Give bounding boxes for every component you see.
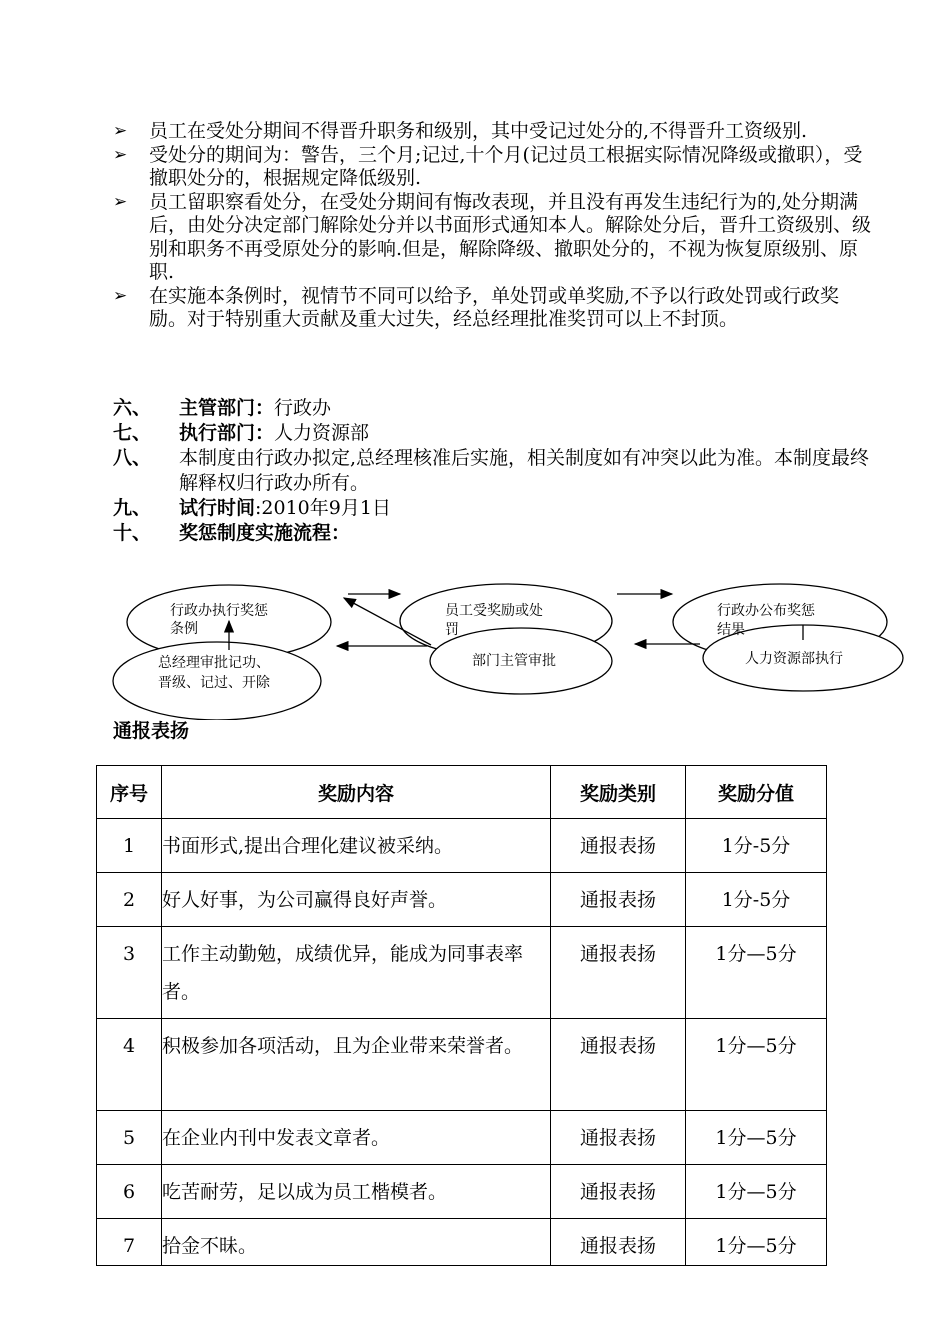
bullet-item: ➢ 员工在受处分期间不得晋升职务和级别，其中受记过处分的,不得晋升工资级别. xyxy=(113,120,808,142)
arrow-bullet-icon: ➢ xyxy=(113,191,128,212)
arrow-bullet-icon: ➢ xyxy=(113,121,128,141)
flow-label: 行政办公布奖惩 xyxy=(717,603,815,619)
bullet-item: ➢ 受处分的期间为：警告，三个月;记过,十个月(记过员工根据实际情况降级或撤职），受撤职处分的，根据规定降低级别. xyxy=(113,143,863,189)
bullet-item: ➢ 员工留职察看处分，在受处分期间有悔改表现，并且没有再发生违纪行为的,处分期满后，由处分决定部门解除处分并以书面形式通知本人。解除处分后，晋升工资级别、级别和职务不再受原处分的影响.但是，解除降级、撤职处分的，不视为恢复原级别、原职. xyxy=(113,190,872,283)
table-row: 1 书面形式,提出合理化建议被采纳。 通报表扬 1分-5分 xyxy=(97,819,827,873)
table-row: 6 吃苦耐劳，足以成为员工楷模者。 通报表扬 1分—5分 xyxy=(97,1165,827,1219)
arrow-bullet-icon: ➢ xyxy=(113,285,128,306)
flow-label: 结果 xyxy=(717,622,745,638)
header-content: 奖励内容 xyxy=(162,766,551,819)
flow-label: 条例 xyxy=(170,621,198,637)
flowchart-svg xyxy=(100,570,920,720)
flow-label: 晋级、记过、开除 xyxy=(158,675,270,691)
section-7: 七、 执行部门：人力资源部 xyxy=(113,422,370,444)
table-row: 7 拾金不昧。 通报表扬 1分—5分 xyxy=(97,1219,827,1266)
header-value: 奖励分值 xyxy=(686,766,827,819)
table-row: 3 工作主动勤勉，成绩优异，能成为同事表率者。 通报表扬 1分—5分 xyxy=(97,927,827,1019)
header-no: 序号 xyxy=(97,766,162,819)
table-row: 5 在企业内刊中发表文章者。 通报表扬 1分—5分 xyxy=(97,1111,827,1165)
section-9: 九、 试行时间:2010年9月1日 xyxy=(113,497,391,519)
flow-label: 员工受奖励或处 xyxy=(445,603,543,619)
flow-label: 罚 xyxy=(445,622,459,638)
numbered-sections xyxy=(113,396,873,546)
rule-bullet-list xyxy=(113,120,873,332)
flow-label: 人力资源部执行 xyxy=(745,651,843,667)
section-6: 六、 主管部门：行政办 xyxy=(113,397,332,419)
header-category: 奖励类别 xyxy=(551,766,686,819)
section-8: 八、 本制度由行政办拟定,总经理核准后实施，相关制度如有冲突以此为准。本制度最终解释权归行政办所有。 xyxy=(113,447,870,494)
flow-label: 部门主管审批 xyxy=(472,653,556,669)
arrow-bullet-icon: ➢ xyxy=(113,144,128,165)
bullet-item: ➢ 在实施本条例时，视情节不同可以给予，单处罚或单奖励,不予以行政处罚或行政奖励。对于特别重大贡献及重大过失，经总经理批准奖罚可以上不封顶。 xyxy=(113,284,840,330)
flow-label: 行政办执行奖惩 xyxy=(170,603,268,619)
section-10: 十、 奖惩制度实施流程： xyxy=(113,522,351,544)
table-row: 4 积极参加各项活动，且为企业带来荣誉者。 通报表扬 1分—5分 xyxy=(97,1019,827,1111)
flow-label: 总经理审批记功、 xyxy=(158,655,270,671)
section-subheading: 通报表扬 xyxy=(113,720,190,742)
table-row: 2 好人好事，为公司赢得良好声誉。 通报表扬 1分-5分 xyxy=(97,873,827,927)
flowchart xyxy=(100,570,920,720)
table-header-row xyxy=(97,766,827,819)
reward-table xyxy=(96,765,827,1266)
